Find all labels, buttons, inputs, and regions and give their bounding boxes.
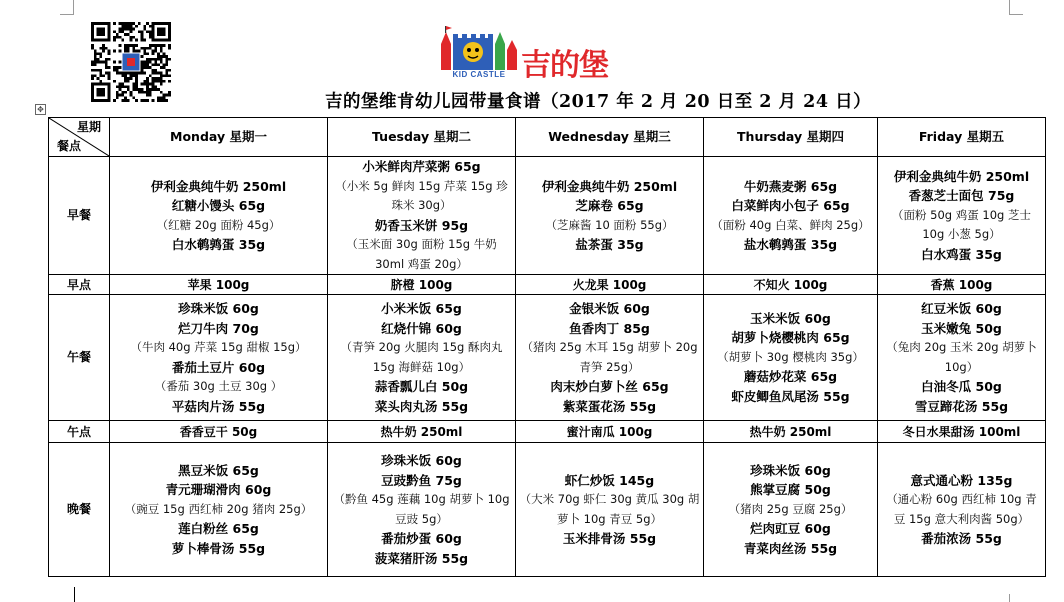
- crop-mark: [73, 0, 74, 14]
- dish-item: 白水鸡蛋 35g: [921, 246, 1002, 262]
- snack-cell: 苹果 100g: [110, 275, 328, 295]
- dish-item: 萝卜棒骨汤 55g: [171, 540, 266, 556]
- lunch-cell: [704, 295, 878, 421]
- dish-item: 红烧什锦 60g: [381, 320, 462, 336]
- ingredient-note: （面粉 40g 白菜、鲜肉 25g）: [711, 217, 870, 232]
- dish-item: 蒜香瓢儿白 50g: [374, 379, 469, 394]
- morning-snack-row: [49, 275, 1046, 295]
- dish-item: 玉米嫩兔 50g: [921, 320, 1002, 336]
- dinner-cell: [704, 443, 878, 577]
- dish-item: 珍珠米饭 60g: [178, 301, 259, 316]
- crop-mark: [1009, 594, 1010, 602]
- dish-item: 伊利金典纯牛奶 250ml: [541, 178, 678, 194]
- ingredient-note: （牛肉 40g 芹菜 15g 甜椒 15g）: [130, 340, 307, 354]
- logo-wordmark: 吉的堡: [521, 48, 608, 83]
- dish-item: 盐茶蛋 35g: [575, 237, 644, 252]
- dish-item: 熊掌豆腐 50g: [750, 482, 831, 498]
- table-move-handle-icon[interactable]: ✥: [35, 104, 46, 115]
- dish-item: 香葱芝士面包 75g: [908, 188, 1015, 204]
- dish-item: 奶香玉米饼 95g: [374, 217, 469, 233]
- day-header: Monday 星期一: [110, 118, 328, 157]
- dish-item: 青菜肉丝汤 55g: [743, 540, 838, 556]
- lunch-cell: [878, 295, 1046, 421]
- corner-label-meal: 餐点: [57, 139, 82, 153]
- breakfast-cell: [328, 157, 516, 275]
- snack-cell: 香蕉 100g: [878, 275, 1046, 295]
- snack-cell: 不知火 100g: [704, 275, 878, 295]
- dish-item: 玉米米饭 60g: [750, 310, 831, 326]
- ingredient-note: （玉米面 30g 面粉 15g 牛奶 30ml 鸡蛋 20g）: [346, 237, 497, 271]
- dish-item: 莲白粉丝 65g: [178, 521, 259, 537]
- afternoon-snack-cell: 热牛奶 250ml: [704, 421, 878, 443]
- dish-item: 虾皮鲫鱼凤尾汤 55g: [731, 388, 850, 404]
- dish-item: 白菜鲜肉小包子 65g: [731, 198, 850, 213]
- afternoon-snack-row: [49, 421, 1046, 443]
- ingredient-note: （面粉 50g 鸡蛋 10g 芝士 10g 小葱 5g）: [892, 207, 1031, 242]
- dish-item: 烂刀牛肉 70g: [178, 320, 259, 336]
- ingredient-note: （通心粉 60g 西红柿 10g 青豆 15g 意大利肉酱 50g）: [886, 492, 1037, 526]
- ingredient-note: （猪肉 25g 木耳 15g 胡萝卜 20g 青笋 25g）: [521, 340, 698, 374]
- meal-label: 早点: [49, 275, 110, 295]
- ingredient-note: （芝麻酱 10 面粉 55g）: [545, 217, 674, 232]
- day-header: Friday 星期五: [878, 118, 1046, 157]
- dish-item: 伊利金典纯牛奶 250ml: [893, 168, 1030, 184]
- dish-item: 白油冬瓜 50g: [921, 379, 1002, 394]
- meal-label: 午点: [49, 421, 110, 443]
- dish-item: 蘑菇炒花菜 65g: [743, 369, 838, 385]
- dish-item: 烂肉豇豆 60g: [750, 521, 831, 537]
- corner-label-day: 星期: [76, 120, 101, 134]
- lunch-row: [49, 295, 1046, 421]
- crop-mark: [60, 14, 74, 15]
- weekly-menu-table: [48, 117, 1046, 577]
- dish-item: 番茄炒蛋 60g: [381, 531, 462, 546]
- meal-label: 晚餐: [49, 443, 110, 577]
- logo-subtitle: KID CASTLE: [452, 70, 506, 79]
- page-title: 吉的堡维肯幼儿园带量食谱（2017 年 2 月 20 日至 2 月 24 日）: [325, 92, 872, 112]
- afternoon-snack-cell: 热牛奶 250ml: [328, 421, 516, 443]
- dish-item: 青元珊瑚滑肉 60g: [165, 482, 272, 498]
- ingredient-note: （红糖 20g 面粉 45g）: [156, 217, 281, 232]
- dish-item: 鱼香肉丁 85g: [569, 320, 650, 336]
- dinner-cell: [110, 443, 328, 577]
- snack-cell: 火龙果 100g: [516, 275, 704, 295]
- dish-item: 小米鲜肉芹菜粥 65g: [362, 159, 481, 174]
- breakfast-cell: [878, 157, 1046, 275]
- dish-item: 芝麻卷 65g: [575, 198, 644, 213]
- breakfast-cell: [516, 157, 704, 275]
- ingredient-note: （豌豆 15g 西红柿 20g 猪肉 25g）: [124, 501, 313, 516]
- dinner-cell: [516, 443, 704, 577]
- dish-item: 黑豆米饭 65g: [178, 462, 259, 478]
- afternoon-snack-cell: 香香豆干 50g: [110, 421, 328, 443]
- dish-item: 虾仁炒饭 145g: [564, 472, 655, 488]
- dish-item: 意式通心粉 135g: [910, 472, 1013, 488]
- ingredient-note: （青笋 20g 火腿肉 15g 酥肉丸 15g 海鲜菇 10g）: [340, 340, 503, 374]
- ingredient-note: （大米 70g 虾仁 30g 黄瓜 30g 胡萝卜 10g 青豆 5g）: [519, 492, 700, 526]
- dish-item: 平菇肉片汤 55g: [171, 398, 266, 414]
- meal-label: 早餐: [49, 157, 110, 275]
- dish-item: 白水鹌鹑蛋 35g: [171, 237, 266, 252]
- day-header: Tuesday 星期二: [328, 118, 516, 157]
- breakfast-cell: [110, 157, 328, 275]
- dish-item: 珍珠米饭 60g: [750, 462, 831, 478]
- meal-label: 午餐: [49, 295, 110, 421]
- afternoon-snack-cell: 冬日水果甜汤 100ml: [878, 421, 1046, 443]
- dish-item: 菜头肉丸汤 55g: [374, 398, 469, 414]
- ingredient-note: （猪肉 25g 豆腐 25g）: [728, 501, 853, 516]
- day-header: Thursday 星期四: [704, 118, 878, 157]
- header-corner-cell: [49, 118, 110, 157]
- ingredient-note: （胡萝卜 30g 樱桃肉 35g）: [717, 349, 864, 364]
- dish-item: 番茄土豆片 60g: [171, 359, 266, 375]
- ingredient-note: （兔肉 20g 玉米 20g 胡萝卜 10g）: [886, 340, 1037, 374]
- text-cursor: [74, 587, 75, 602]
- dish-item: 胡萝卜烧樱桃肉 65g: [731, 330, 850, 346]
- kid-castle-logo: [437, 26, 637, 84]
- lunch-cell: [110, 295, 328, 421]
- crop-mark: [1009, 14, 1023, 15]
- dish-item: 红糖小馒头 65g: [171, 198, 266, 213]
- breakfast-cell: [704, 157, 878, 275]
- dish-item: 珍珠米饭 60g: [381, 453, 462, 468]
- lunch-cell: [328, 295, 516, 421]
- qr-code: [91, 22, 171, 102]
- day-header-row: [49, 118, 1046, 157]
- dish-item: 番茄浓汤 55g: [921, 531, 1002, 546]
- breakfast-row: [49, 157, 1046, 275]
- crop-mark: [1009, 0, 1010, 14]
- dish-item: 金银米饭 60g: [569, 301, 650, 316]
- dish-item: 玉米排骨汤 55g: [562, 531, 657, 546]
- dinner-row: [49, 443, 1046, 577]
- afternoon-snack-cell: 蜜汁南瓜 100g: [516, 421, 704, 443]
- lunch-cell: [516, 295, 704, 421]
- snack-cell: 脐橙 100g: [328, 275, 516, 295]
- day-header: Wednesday 星期三: [516, 118, 704, 157]
- dinner-cell: [328, 443, 516, 577]
- dish-item: 小米米饭 65g: [381, 301, 462, 316]
- dish-item: 雪豆蹄花汤 55g: [914, 398, 1009, 414]
- dish-item: 伊利金典纯牛奶 250ml: [150, 178, 287, 194]
- dish-item: 肉末炒白萝卜丝 65g: [550, 379, 669, 394]
- dinner-cell: [878, 443, 1046, 577]
- dish-item: 菠菜猪肝汤 55g: [374, 550, 469, 566]
- dish-item: 豆豉黔鱼 75g: [381, 472, 462, 488]
- ingredient-note: （小米 5g 鲜肉 15g 芹菜 15g 珍珠米 30g）: [335, 178, 508, 212]
- ingredient-note: （黔鱼 45g 莲藕 10g 胡萝卜 10g 豆豉 5g）: [333, 492, 510, 526]
- dish-item: 牛奶燕麦粥 65g: [743, 178, 838, 194]
- dish-item: 紫菜蛋花汤 55g: [562, 398, 657, 414]
- dish-item: 盐水鹌鹑蛋 35g: [743, 237, 838, 252]
- dish-item: 红豆米饭 60g: [921, 301, 1002, 316]
- ingredient-note: （番茄 30g 土豆 30g ）: [154, 379, 283, 393]
